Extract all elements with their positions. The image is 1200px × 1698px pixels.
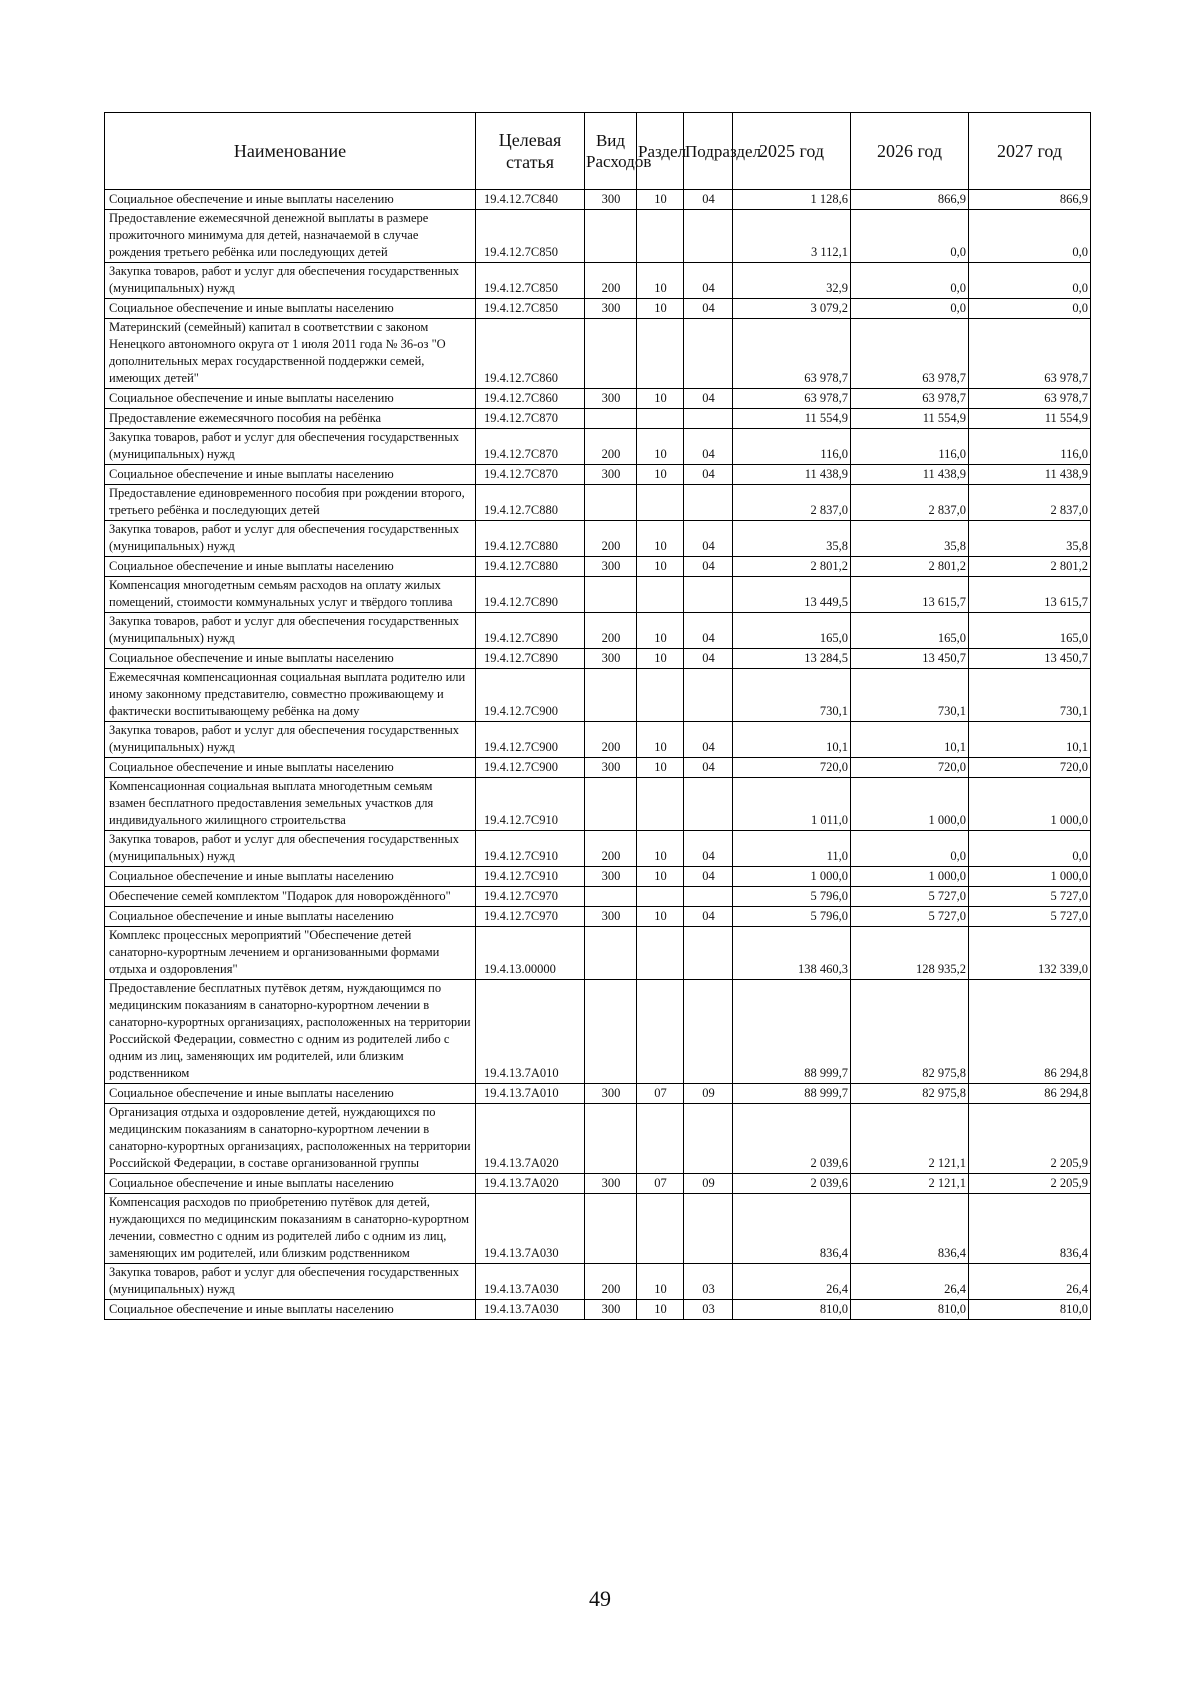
cell-2027: 13 615,7 — [969, 577, 1091, 613]
cell-name: Социальное обеспечение и иные выплаты населению — [105, 1174, 476, 1194]
cell-2026: 1 000,0 — [851, 867, 969, 887]
cell-2025: 88 999,7 — [733, 1084, 851, 1104]
cell-2025: 1 000,0 — [733, 867, 851, 887]
cell-target-code: 19.4.13.7А010 — [476, 980, 585, 1084]
cell-target-code: 19.4.12.7С900 — [476, 722, 585, 758]
cell-name: Закупка товаров, работ и услуг для обеспечения государственных (муниципальных) нужд — [105, 521, 476, 557]
header-name: Наименование — [105, 113, 476, 190]
cell-subsection — [684, 980, 733, 1084]
cell-2026: 5 727,0 — [851, 887, 969, 907]
cell-2025: 26,4 — [733, 1264, 851, 1300]
cell-section — [637, 485, 684, 521]
cell-expense-type: 200 — [585, 831, 637, 867]
cell-expense-type: 300 — [585, 907, 637, 927]
cell-name: Комплекс процессных мероприятий "Обеспечение детей санаторно-курортным лечением и организованными формами отдыха и оздоровления" — [105, 927, 476, 980]
cell-2027: 836,4 — [969, 1194, 1091, 1264]
cell-2025: 88 999,7 — [733, 980, 851, 1084]
cell-name: Социальное обеспечение и иные выплаты населению — [105, 389, 476, 409]
cell-2025: 63 978,7 — [733, 319, 851, 389]
cell-subsection — [684, 778, 733, 831]
cell-2025: 35,8 — [733, 521, 851, 557]
cell-name: Закупка товаров, работ и услуг для обеспечения государственных (муниципальных) нужд — [105, 263, 476, 299]
cell-2026: 5 727,0 — [851, 907, 969, 927]
table-row — [105, 867, 1091, 887]
table-row — [105, 649, 1091, 669]
cell-2026: 116,0 — [851, 429, 969, 465]
cell-target-code: 19.4.12.7С890 — [476, 649, 585, 669]
cell-name: Социальное обеспечение и иные выплаты населению — [105, 465, 476, 485]
cell-2025: 2 801,2 — [733, 557, 851, 577]
cell-target-code: 19.4.12.7С880 — [476, 485, 585, 521]
cell-2027: 0,0 — [969, 299, 1091, 319]
cell-name: Предоставление единовременного пособия при рождении второго, третьего ребёнка и последующих детей — [105, 485, 476, 521]
cell-2025: 11 438,9 — [733, 465, 851, 485]
cell-subsection: 04 — [684, 907, 733, 927]
cell-name: Социальное обеспечение и иные выплаты населению — [105, 867, 476, 887]
cell-target-code: 19.4.13.7А030 — [476, 1300, 585, 1320]
cell-section — [637, 669, 684, 722]
cell-2025: 32,9 — [733, 263, 851, 299]
cell-2025: 810,0 — [733, 1300, 851, 1320]
cell-name: Компенсация многодетным семьям расходов на оплату жилых помещений, стоимости коммунальных услуг и твёрдого топлива — [105, 577, 476, 613]
cell-2026: 128 935,2 — [851, 927, 969, 980]
cell-expense-type: 300 — [585, 389, 637, 409]
table-row — [105, 557, 1091, 577]
table-row — [105, 485, 1091, 521]
cell-2027: 2 801,2 — [969, 557, 1091, 577]
cell-target-code: 19.4.12.7С860 — [476, 319, 585, 389]
cell-2027: 2 837,0 — [969, 485, 1091, 521]
cell-expense-type — [585, 577, 637, 613]
cell-2026: 866,9 — [851, 190, 969, 210]
cell-2027: 13 450,7 — [969, 649, 1091, 669]
cell-2027: 1 000,0 — [969, 867, 1091, 887]
cell-2025: 1 011,0 — [733, 778, 851, 831]
cell-2025: 3 112,1 — [733, 210, 851, 263]
header-expense-type: Вид Расходов — [585, 113, 637, 190]
cell-expense-type — [585, 887, 637, 907]
cell-2025: 116,0 — [733, 429, 851, 465]
cell-2026: 13 615,7 — [851, 577, 969, 613]
cell-2025: 11,0 — [733, 831, 851, 867]
cell-2027: 132 339,0 — [969, 927, 1091, 980]
cell-target-code: 19.4.13.7А030 — [476, 1194, 585, 1264]
cell-target-code: 19.4.12.7С910 — [476, 867, 585, 887]
cell-2027: 35,8 — [969, 521, 1091, 557]
cell-target-code: 19.4.12.7С890 — [476, 577, 585, 613]
cell-name: Социальное обеспечение и иные выплаты населению — [105, 1084, 476, 1104]
cell-2027: 866,9 — [969, 190, 1091, 210]
cell-target-code: 19.4.12.7С880 — [476, 521, 585, 557]
cell-section — [637, 319, 684, 389]
cell-2027: 1 000,0 — [969, 778, 1091, 831]
cell-2026: 63 978,7 — [851, 319, 969, 389]
cell-section: 10 — [637, 429, 684, 465]
cell-2027: 86 294,8 — [969, 980, 1091, 1084]
cell-2026: 11 554,9 — [851, 409, 969, 429]
cell-subsection — [684, 927, 733, 980]
table-row — [105, 1194, 1091, 1264]
cell-section: 10 — [637, 1300, 684, 1320]
cell-2025: 63 978,7 — [733, 389, 851, 409]
cell-subsection — [684, 1194, 733, 1264]
cell-section — [637, 1194, 684, 1264]
cell-target-code: 19.4.12.7С890 — [476, 613, 585, 649]
cell-2027: 720,0 — [969, 758, 1091, 778]
cell-target-code: 19.4.12.7С900 — [476, 758, 585, 778]
cell-expense-type: 300 — [585, 867, 637, 887]
cell-section — [637, 577, 684, 613]
cell-expense-type — [585, 980, 637, 1084]
cell-2026: 11 438,9 — [851, 465, 969, 485]
table-body — [105, 190, 1091, 1320]
cell-expense-type: 300 — [585, 758, 637, 778]
cell-2025: 165,0 — [733, 613, 851, 649]
cell-expense-type: 300 — [585, 1174, 637, 1194]
cell-target-code: 19.4.13.7А010 — [476, 1084, 585, 1104]
cell-expense-type — [585, 1104, 637, 1174]
cell-section: 10 — [637, 907, 684, 927]
cell-section: 10 — [637, 389, 684, 409]
cell-2027: 0,0 — [969, 263, 1091, 299]
cell-2025: 5 796,0 — [733, 907, 851, 927]
page-number: 49 — [589, 1586, 611, 1611]
cell-2027: 2 205,9 — [969, 1104, 1091, 1174]
cell-target-code: 19.4.12.7С970 — [476, 907, 585, 927]
cell-2025: 138 460,3 — [733, 927, 851, 980]
cell-expense-type: 200 — [585, 722, 637, 758]
cell-section — [637, 409, 684, 429]
cell-2027: 165,0 — [969, 613, 1091, 649]
cell-2026: 10,1 — [851, 722, 969, 758]
cell-2026: 730,1 — [851, 669, 969, 722]
budget-table — [104, 112, 1091, 1320]
cell-2027: 0,0 — [969, 210, 1091, 263]
cell-2025: 11 554,9 — [733, 409, 851, 429]
cell-2027: 11 554,9 — [969, 409, 1091, 429]
cell-2026: 63 978,7 — [851, 389, 969, 409]
cell-name: Закупка товаров, работ и услуг для обеспечения государственных (муниципальных) нужд — [105, 429, 476, 465]
cell-2026: 0,0 — [851, 263, 969, 299]
cell-name: Компенсация расходов по приобретению путёвок для детей, нуждающихся по медицинским показаниям в санаторно-курортном лечении, совместно с одним из родителей либо с одним из лиц, заменяющих им родителей, или близким родственником — [105, 1194, 476, 1264]
table-header — [105, 113, 1091, 190]
cell-2027: 5 727,0 — [969, 907, 1091, 927]
table-row — [105, 299, 1091, 319]
cell-expense-type — [585, 409, 637, 429]
cell-2025: 2 039,6 — [733, 1104, 851, 1174]
cell-2025: 2 837,0 — [733, 485, 851, 521]
cell-expense-type — [585, 485, 637, 521]
cell-expense-type: 300 — [585, 557, 637, 577]
table-row — [105, 1084, 1091, 1104]
cell-target-code: 19.4.12.7С850 — [476, 263, 585, 299]
header-2025: 2025 год — [733, 113, 851, 190]
cell-expense-type: 200 — [585, 1264, 637, 1300]
cell-section: 07 — [637, 1084, 684, 1104]
cell-2027: 10,1 — [969, 722, 1091, 758]
cell-2027: 26,4 — [969, 1264, 1091, 1300]
cell-2027: 0,0 — [969, 831, 1091, 867]
table-row — [105, 263, 1091, 299]
cell-2025: 3 079,2 — [733, 299, 851, 319]
table-row — [105, 980, 1091, 1084]
cell-2025: 10,1 — [733, 722, 851, 758]
cell-target-code: 19.4.13.7А020 — [476, 1174, 585, 1194]
cell-subsection: 04 — [684, 263, 733, 299]
cell-expense-type: 300 — [585, 465, 637, 485]
table-row — [105, 409, 1091, 429]
cell-2026: 0,0 — [851, 831, 969, 867]
header-section: Раздел — [637, 113, 684, 190]
table-row — [105, 907, 1091, 927]
cell-expense-type: 300 — [585, 1300, 637, 1320]
cell-name: Предоставление ежемесячного пособия на ребёнка — [105, 409, 476, 429]
cell-subsection: 04 — [684, 758, 733, 778]
cell-2026: 1 000,0 — [851, 778, 969, 831]
table-row — [105, 778, 1091, 831]
cell-subsection — [684, 210, 733, 263]
cell-expense-type — [585, 1194, 637, 1264]
cell-2026: 810,0 — [851, 1300, 969, 1320]
cell-name: Предоставление ежемесячной денежной выплаты в размере прожиточного минимума для детей, назначаемой в случае рождения третьего ребёнка или последующих детей — [105, 210, 476, 263]
cell-2026: 720,0 — [851, 758, 969, 778]
table-row — [105, 1300, 1091, 1320]
cell-expense-type — [585, 319, 637, 389]
cell-name: Социальное обеспечение и иные выплаты населению — [105, 190, 476, 210]
cell-name: Социальное обеспечение и иные выплаты населению — [105, 1300, 476, 1320]
cell-2025: 730,1 — [733, 669, 851, 722]
cell-target-code: 19.4.12.7С870 — [476, 465, 585, 485]
cell-2025: 5 796,0 — [733, 887, 851, 907]
cell-target-code: 19.4.12.7С910 — [476, 831, 585, 867]
cell-name: Закупка товаров, работ и услуг для обеспечения государственных (муниципальных) нужд — [105, 613, 476, 649]
cell-section: 10 — [637, 867, 684, 887]
cell-section: 10 — [637, 263, 684, 299]
cell-section — [637, 1104, 684, 1174]
table-row — [105, 319, 1091, 389]
cell-name: Предоставление бесплатных путёвок детям, нуждающимся по медицинским показаниям в санаторно-курортном лечении в санаторно-курортных организациях, расположенных на территории Российской Федерации, совместно с одним из родителей либо с одним из лиц, заменяющих им родителей, или близким родственником — [105, 980, 476, 1084]
cell-expense-type — [585, 927, 637, 980]
cell-name: Организация отдыха и оздоровление детей, нуждающихся по медицинским показаниям в санаторно-курортном лечении в санаторно-курортных организациях, расположенных на территории Российской Федерации, в составе организованной группы — [105, 1104, 476, 1174]
cell-2025: 13 449,5 — [733, 577, 851, 613]
cell-subsection: 09 — [684, 1084, 733, 1104]
cell-2027: 86 294,8 — [969, 1084, 1091, 1104]
table-row — [105, 1264, 1091, 1300]
cell-section: 10 — [637, 190, 684, 210]
cell-section — [637, 778, 684, 831]
cell-subsection — [684, 577, 733, 613]
cell-target-code: 19.4.12.7С860 — [476, 389, 585, 409]
cell-name: Социальное обеспечение и иные выплаты населению — [105, 299, 476, 319]
cell-subsection: 03 — [684, 1300, 733, 1320]
cell-2025: 2 039,6 — [733, 1174, 851, 1194]
cell-2026: 2 121,1 — [851, 1174, 969, 1194]
table-row — [105, 190, 1091, 210]
cell-section — [637, 210, 684, 263]
cell-2026: 2 801,2 — [851, 557, 969, 577]
table-row — [105, 927, 1091, 980]
cell-2027: 810,0 — [969, 1300, 1091, 1320]
cell-subsection: 04 — [684, 831, 733, 867]
cell-2027: 730,1 — [969, 669, 1091, 722]
cell-expense-type: 300 — [585, 190, 637, 210]
cell-subsection: 09 — [684, 1174, 733, 1194]
cell-subsection — [684, 669, 733, 722]
cell-name: Закупка товаров, работ и услуг для обеспечения государственных (муниципальных) нужд — [105, 722, 476, 758]
cell-2026: 82 975,8 — [851, 1084, 969, 1104]
cell-subsection: 04 — [684, 190, 733, 210]
cell-name: Социальное обеспечение и иные выплаты населению — [105, 649, 476, 669]
cell-2026: 2 121,1 — [851, 1104, 969, 1174]
cell-target-code: 19.4.13.7А030 — [476, 1264, 585, 1300]
cell-subsection: 04 — [684, 557, 733, 577]
table-row — [105, 722, 1091, 758]
cell-subsection: 04 — [684, 389, 733, 409]
cell-name: Компенсационная социальная выплата многодетным семьям взамен бесплатного предоставления земельных участков для индивидуального жилищного строительства — [105, 778, 476, 831]
table-row — [105, 521, 1091, 557]
cell-expense-type — [585, 210, 637, 263]
cell-section — [637, 980, 684, 1084]
cell-target-code: 19.4.12.7С970 — [476, 887, 585, 907]
cell-section: 10 — [637, 521, 684, 557]
cell-2026: 0,0 — [851, 210, 969, 263]
cell-target-code: 19.4.12.7С900 — [476, 669, 585, 722]
cell-subsection: 04 — [684, 722, 733, 758]
cell-subsection — [684, 1104, 733, 1174]
table-row — [105, 669, 1091, 722]
table-row — [105, 887, 1091, 907]
cell-subsection: 04 — [684, 465, 733, 485]
cell-section: 10 — [637, 557, 684, 577]
cell-section: 10 — [637, 613, 684, 649]
cell-section: 10 — [637, 1264, 684, 1300]
cell-section: 10 — [637, 299, 684, 319]
cell-subsection: 04 — [684, 521, 733, 557]
table-row — [105, 831, 1091, 867]
cell-expense-type: 200 — [585, 613, 637, 649]
table-row — [105, 1104, 1091, 1174]
cell-expense-type: 300 — [585, 1084, 637, 1104]
cell-target-code: 19.4.12.7С910 — [476, 778, 585, 831]
cell-expense-type — [585, 778, 637, 831]
header-subsection: Подраздел — [684, 113, 733, 190]
cell-2026: 2 837,0 — [851, 485, 969, 521]
cell-2027: 5 727,0 — [969, 887, 1091, 907]
cell-name: Ежемесячная компенсационная социальная выплата родителю или иному законному представителю, совместно проживающему и фактически воспитывающему ребёнка на дому — [105, 669, 476, 722]
cell-subsection — [684, 485, 733, 521]
cell-target-code: 19.4.12.7С880 — [476, 557, 585, 577]
cell-2026: 82 975,8 — [851, 980, 969, 1084]
cell-2027: 2 205,9 — [969, 1174, 1091, 1194]
cell-subsection — [684, 887, 733, 907]
cell-subsection — [684, 319, 733, 389]
cell-subsection: 04 — [684, 867, 733, 887]
cell-subsection: 04 — [684, 429, 733, 465]
cell-target-code: 19.4.13.00000 — [476, 927, 585, 980]
cell-2025: 836,4 — [733, 1194, 851, 1264]
cell-section: 10 — [637, 465, 684, 485]
table-row — [105, 613, 1091, 649]
table-row — [105, 389, 1091, 409]
cell-2026: 13 450,7 — [851, 649, 969, 669]
cell-subsection — [684, 409, 733, 429]
cell-2027: 63 978,7 — [969, 389, 1091, 409]
cell-name: Закупка товаров, работ и услуг для обеспечения государственных (муниципальных) нужд — [105, 831, 476, 867]
cell-2025: 720,0 — [733, 758, 851, 778]
cell-section: 10 — [637, 831, 684, 867]
cell-name: Социальное обеспечение и иные выплаты населению — [105, 758, 476, 778]
cell-subsection: 04 — [684, 649, 733, 669]
header-2027: 2027 год — [969, 113, 1091, 190]
cell-target-code: 19.4.12.7С850 — [476, 299, 585, 319]
cell-2027: 116,0 — [969, 429, 1091, 465]
cell-name: Социальное обеспечение и иные выплаты населению — [105, 557, 476, 577]
table-row — [105, 465, 1091, 485]
cell-2026: 35,8 — [851, 521, 969, 557]
cell-section — [637, 887, 684, 907]
header-target: Целевая статья — [476, 113, 585, 190]
cell-section: 07 — [637, 1174, 684, 1194]
table-row — [105, 429, 1091, 465]
cell-2026: 0,0 — [851, 299, 969, 319]
cell-name: Материнский (семейный) капитал в соответствии с законом Ненецкого автономного округа от 1 июля 2011 года № 36-оз "О дополнительных мерах государственной поддержки семей, имеющих детей" — [105, 319, 476, 389]
cell-2026: 165,0 — [851, 613, 969, 649]
cell-2027: 63 978,7 — [969, 319, 1091, 389]
cell-name: Закупка товаров, работ и услуг для обеспечения государственных (муниципальных) нужд — [105, 1264, 476, 1300]
table-row — [105, 1174, 1091, 1194]
cell-target-code: 19.4.12.7С870 — [476, 429, 585, 465]
cell-expense-type: 200 — [585, 429, 637, 465]
table-row — [105, 577, 1091, 613]
cell-2025: 1 128,6 — [733, 190, 851, 210]
header-2026: 2026 год — [851, 113, 969, 190]
cell-target-code: 19.4.12.7С870 — [476, 409, 585, 429]
cell-subsection: 04 — [684, 613, 733, 649]
cell-section: 10 — [637, 649, 684, 669]
table-row — [105, 758, 1091, 778]
table-row — [105, 210, 1091, 263]
cell-expense-type: 200 — [585, 263, 637, 299]
cell-2025: 13 284,5 — [733, 649, 851, 669]
cell-name: Социальное обеспечение и иные выплаты населению — [105, 907, 476, 927]
cell-subsection: 04 — [684, 299, 733, 319]
cell-subsection: 03 — [684, 1264, 733, 1300]
cell-section: 10 — [637, 722, 684, 758]
cell-2027: 11 438,9 — [969, 465, 1091, 485]
cell-target-code: 19.4.12.7С850 — [476, 210, 585, 263]
cell-expense-type: 300 — [585, 649, 637, 669]
cell-section — [637, 927, 684, 980]
cell-expense-type: 200 — [585, 521, 637, 557]
cell-name: Обеспечение семей комплектом "Подарок для новорождённого" — [105, 887, 476, 907]
cell-2026: 26,4 — [851, 1264, 969, 1300]
cell-target-code: 19.4.12.7С840 — [476, 190, 585, 210]
cell-expense-type — [585, 669, 637, 722]
cell-expense-type: 300 — [585, 299, 637, 319]
cell-section: 10 — [637, 758, 684, 778]
cell-2026: 836,4 — [851, 1194, 969, 1264]
cell-target-code: 19.4.13.7А020 — [476, 1104, 585, 1174]
